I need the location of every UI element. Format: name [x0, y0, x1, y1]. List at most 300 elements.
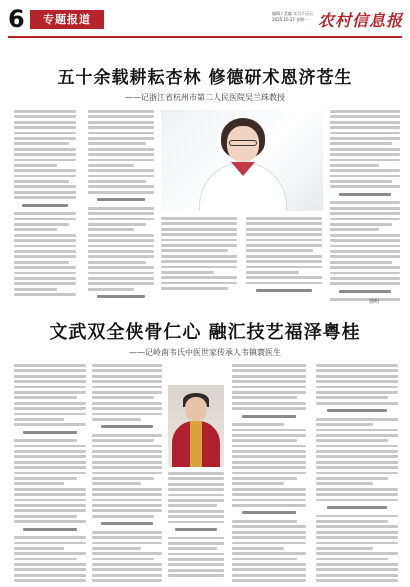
text-line: [92, 461, 162, 464]
text-line: [161, 255, 237, 258]
text-line: [88, 218, 154, 221]
text-line: [330, 137, 400, 140]
text-line: [14, 536, 86, 539]
text-line: [14, 402, 86, 405]
text-line: [161, 260, 237, 263]
body-text-lines: [14, 110, 76, 296]
text-line: [168, 483, 224, 486]
text-line: [88, 228, 134, 231]
story1-column-2: [88, 110, 154, 301]
text-line: [330, 201, 400, 204]
text-line: [232, 542, 306, 545]
story2-column-4: [232, 364, 306, 582]
text-line: [92, 418, 141, 421]
text-line: [88, 277, 154, 280]
text-line: [232, 525, 306, 528]
text-line: [232, 380, 306, 383]
text-line: [161, 228, 237, 231]
photo-glasses-shape: [229, 140, 257, 146]
text-line: [14, 196, 76, 199]
issue-meta: [272, 11, 313, 23]
text-line: [14, 272, 76, 275]
subheading-line: [101, 425, 153, 428]
text-line: [316, 461, 398, 464]
text-line: [246, 271, 299, 274]
text-line: [316, 429, 398, 432]
text-line: [14, 288, 57, 291]
text-line: [246, 249, 313, 252]
page-mark: 郭明: [369, 299, 380, 305]
text-line: [168, 510, 224, 513]
text-line: [88, 110, 154, 113]
text-line: [316, 477, 388, 480]
text-line: [330, 180, 392, 183]
text-line: [232, 423, 284, 426]
text-line: [14, 234, 76, 237]
text-line: [92, 574, 162, 577]
story2-column-3: [168, 472, 224, 577]
text-line: [168, 504, 217, 507]
text-line: [14, 445, 86, 448]
body-text-lines: [92, 364, 162, 582]
text-line: [161, 266, 237, 269]
text-line: [316, 364, 398, 367]
text-line: [14, 552, 86, 555]
text-line: [14, 121, 76, 124]
text-line: [14, 515, 77, 518]
text-line: [88, 255, 154, 258]
text-line: [316, 488, 398, 491]
text-line: [232, 504, 306, 507]
text-line: [92, 477, 154, 480]
text-line: [316, 493, 398, 496]
text-line: [232, 364, 306, 367]
text-line: [14, 579, 86, 582]
text-line: [316, 482, 373, 485]
text-line: [14, 255, 76, 258]
text-line: [88, 159, 154, 162]
text-line: [316, 547, 373, 550]
text-line: [232, 477, 297, 480]
text-line: [232, 482, 284, 485]
text-line: [330, 228, 379, 231]
text-line: [316, 525, 398, 528]
text-line: [88, 132, 154, 135]
text-line: [88, 115, 154, 118]
text-line: [14, 191, 76, 194]
text-line: [316, 472, 398, 475]
text-line: [14, 504, 86, 507]
text-line: [88, 153, 154, 156]
text-line: [14, 266, 76, 269]
story2-headline: 文武双全侠骨仁心 融汇技艺福泽粤桂: [49, 322, 361, 343]
text-line: [246, 228, 322, 231]
text-line: [92, 466, 162, 469]
text-line: [316, 568, 398, 571]
text-line: [232, 461, 306, 464]
text-line: [232, 472, 306, 475]
text-line: [14, 137, 76, 140]
text-line: [14, 542, 86, 545]
text-line: [316, 515, 398, 518]
text-line: [232, 579, 306, 582]
text-line: [92, 455, 162, 458]
text-line: [316, 499, 398, 502]
subheading-line: [97, 295, 146, 298]
text-line: [232, 466, 306, 469]
text-line: [14, 413, 86, 416]
text-line: [14, 423, 86, 426]
text-line: [232, 386, 306, 389]
text-line: [330, 245, 400, 248]
text-line: [88, 142, 146, 145]
text-line: [88, 185, 154, 188]
text-line: [232, 439, 297, 442]
text-line: [316, 423, 373, 426]
text-line: [330, 159, 400, 162]
text-line: [14, 180, 69, 183]
story1-column-1: [14, 110, 76, 296]
text-line: [232, 574, 306, 577]
text-line: [161, 217, 237, 220]
text-line: [232, 547, 284, 550]
story1-subheadline: ——记浙江省杭州市第二人民医院吴兰珠教授: [125, 93, 285, 102]
text-line: [14, 212, 76, 215]
text-line: [14, 293, 76, 296]
text-line: [14, 126, 76, 129]
text-line: [14, 520, 86, 523]
text-line: [14, 472, 86, 475]
text-line: [14, 282, 76, 285]
text-line: [232, 563, 306, 566]
text-line: [316, 542, 398, 545]
text-line: [14, 218, 76, 221]
text-line: [316, 418, 398, 421]
text-line: [14, 488, 86, 491]
text-line: [161, 233, 237, 236]
text-line: [92, 536, 162, 539]
text-line: [14, 115, 76, 118]
text-line: [232, 488, 306, 491]
text-line: [14, 455, 86, 458]
text-line: [316, 445, 398, 448]
header-rule: [8, 36, 402, 38]
subheading-line: [22, 204, 68, 207]
text-line: [14, 245, 76, 248]
text-line: [330, 169, 400, 172]
text-line: [92, 509, 162, 512]
text-line: [88, 137, 154, 140]
text-line: [168, 494, 224, 497]
text-line: [14, 466, 86, 469]
subheading-line: [327, 506, 388, 509]
text-line: [168, 563, 224, 566]
masthead: [0, 0, 410, 44]
text-line: [316, 402, 398, 405]
text-line: [232, 402, 306, 405]
subheading-line: [175, 528, 216, 531]
text-line: [232, 552, 306, 555]
text-line: [161, 244, 237, 247]
text-line: [168, 547, 217, 550]
text-line: [92, 402, 162, 405]
text-line: [92, 552, 162, 555]
text-line: [92, 369, 162, 372]
subheading-line: [339, 193, 391, 196]
text-line: [246, 266, 322, 269]
story2-column-5: [316, 364, 398, 582]
story2-column-1: [14, 364, 86, 582]
text-line: [330, 126, 400, 129]
text-line: [168, 477, 224, 480]
text-line: [246, 244, 322, 247]
text-line: [88, 180, 146, 183]
text-line: [246, 260, 322, 263]
text-line: [330, 277, 400, 280]
text-line: [316, 386, 398, 389]
subheading-line: [327, 409, 388, 412]
text-line: [161, 271, 214, 274]
text-line: [330, 132, 400, 135]
text-line: [88, 169, 154, 172]
text-line: [316, 375, 398, 378]
text-line: [330, 272, 400, 275]
text-line: [316, 574, 398, 577]
text-line: [92, 504, 162, 507]
text-line: [168, 499, 224, 502]
text-line: [14, 396, 77, 399]
text-line: [14, 239, 76, 242]
text-line: [232, 568, 306, 571]
text-line: [232, 369, 306, 372]
text-line: [232, 455, 306, 458]
text-line: [92, 375, 162, 378]
text-line: [14, 547, 64, 550]
story1-column-3: [161, 217, 237, 290]
text-line: [316, 450, 398, 453]
text-line: [92, 434, 162, 437]
body-text-lines: [14, 364, 86, 582]
text-line: [14, 391, 86, 394]
body-text-lines: [168, 472, 224, 577]
text-line: [92, 558, 154, 561]
text-line: [168, 553, 224, 556]
text-line: [14, 375, 86, 378]
text-line: [14, 439, 77, 442]
text-line: [88, 245, 154, 248]
text-line: [88, 239, 154, 242]
subheading-line: [101, 522, 153, 525]
text-line: [161, 287, 228, 290]
text-line: [92, 364, 162, 367]
text-line: [92, 407, 162, 410]
text-line: [14, 142, 69, 145]
text-line: [232, 375, 306, 378]
text-line: [316, 369, 398, 372]
portrait-photo-physician: [168, 385, 224, 467]
text-line: [232, 520, 297, 523]
text-line: [14, 558, 77, 561]
text-line: [14, 185, 76, 188]
text-line: [14, 450, 86, 453]
body-text-lines: [88, 110, 154, 301]
text-line: [88, 191, 154, 194]
text-line: [14, 110, 76, 113]
text-line: [232, 536, 306, 539]
text-line: [88, 261, 146, 264]
text-line: [88, 126, 154, 129]
subheading-line: [339, 290, 391, 293]
text-line: [246, 222, 322, 225]
photo-stole-shape: [190, 421, 202, 467]
text-line: [14, 223, 69, 226]
text-line: [14, 364, 86, 367]
text-line: [168, 558, 224, 561]
text-line: [330, 239, 400, 242]
text-line: [330, 250, 400, 253]
text-line: [168, 569, 224, 572]
text-line: [168, 574, 224, 577]
text-line: [14, 369, 86, 372]
text-line: [88, 250, 154, 253]
story1-headline: 五十余载耕耘杏林 修德研术恩济苍生: [57, 68, 353, 88]
text-line: [14, 482, 64, 485]
newspaper-logo: 农村信息报: [318, 11, 404, 30]
text-line: [168, 472, 224, 475]
text-line: [92, 396, 154, 399]
text-line: [330, 218, 400, 221]
text-line: [14, 568, 86, 571]
text-line: [14, 574, 86, 577]
text-line: [316, 455, 398, 458]
text-line: [92, 386, 162, 389]
text-line: [232, 445, 306, 448]
text-line: [232, 493, 306, 496]
text-line: [232, 391, 306, 394]
text-line: [330, 110, 400, 113]
text-line: [330, 282, 400, 285]
subheading-line: [242, 511, 297, 514]
page-number: 6: [8, 5, 25, 33]
text-line: [88, 207, 154, 210]
text-line: [316, 563, 398, 566]
text-line: [246, 233, 322, 236]
text-line: [14, 380, 86, 383]
text-line: [14, 493, 86, 496]
text-line: [316, 466, 398, 469]
text-line: [92, 413, 162, 416]
text-line: [168, 537, 224, 540]
text-line: [246, 239, 322, 242]
text-line: [246, 282, 322, 285]
text-line: [92, 493, 162, 496]
text-line: [14, 175, 76, 178]
text-line: [316, 536, 398, 539]
text-line: [330, 153, 400, 156]
text-line: [88, 223, 146, 226]
body-text-lines: [316, 364, 398, 582]
text-line: [14, 159, 76, 162]
subheading-line: [97, 198, 146, 201]
body-text-lines: [232, 364, 306, 582]
text-line: [330, 164, 379, 167]
text-line: [14, 261, 69, 264]
text-line: [14, 250, 76, 253]
text-line: [14, 563, 86, 566]
text-line: [14, 418, 64, 421]
text-line: [14, 132, 76, 135]
text-line: [232, 407, 306, 410]
text-line: [14, 509, 86, 512]
text-line: [316, 396, 388, 399]
meta-date: 2025.10.27 星期一: [272, 17, 309, 22]
text-line: [92, 445, 162, 448]
text-line: [232, 531, 306, 534]
text-line: [246, 255, 322, 258]
text-line: [92, 515, 154, 518]
text-line: [88, 266, 154, 269]
text-line: [88, 175, 154, 178]
text-line: [316, 380, 398, 383]
text-line: [330, 298, 400, 301]
text-line: [330, 148, 400, 151]
text-line: [92, 482, 141, 485]
text-line: [316, 579, 398, 582]
body-text-lines: [330, 110, 400, 301]
portrait-photo-doctor: [161, 110, 323, 211]
text-line: [232, 450, 306, 453]
photo-face-shape: [185, 397, 207, 421]
text-line: [14, 169, 76, 172]
text-line: [88, 288, 134, 291]
section-tag: 专题报道: [30, 10, 104, 29]
text-line: [161, 249, 228, 252]
text-line: [316, 552, 398, 555]
text-line: [246, 217, 322, 220]
text-line: [14, 386, 86, 389]
subheading-line: [23, 528, 76, 531]
text-line: [92, 542, 162, 545]
text-line: [88, 164, 134, 167]
text-line: [92, 391, 162, 394]
text-line: [92, 380, 162, 383]
text-line: [168, 488, 224, 491]
text-line: [88, 212, 154, 215]
story1-column-5: [330, 110, 400, 301]
story1-column-4: [246, 217, 322, 295]
text-line: [232, 396, 297, 399]
text-line: [92, 450, 162, 453]
text-line: [330, 121, 400, 124]
text-line: [316, 439, 388, 442]
text-line: [14, 461, 86, 464]
text-line: [330, 207, 400, 210]
text-line: [161, 239, 237, 242]
meta-editors: 编辑 / 美编 实习 / 历云: [272, 11, 314, 16]
text-line: [246, 276, 322, 279]
text-line: [316, 434, 398, 437]
text-line: [316, 391, 398, 394]
story2-subheadline: ——记岭南韦氏中医世家传承人韦镇寰医生: [129, 348, 281, 357]
text-line: [232, 499, 306, 502]
text-line: [168, 515, 224, 518]
text-line: [88, 234, 154, 237]
text-line: [161, 282, 237, 285]
text-line: [92, 563, 162, 566]
text-line: [14, 164, 57, 167]
subheading-line: [242, 415, 297, 418]
body-text-lines: [246, 217, 322, 295]
